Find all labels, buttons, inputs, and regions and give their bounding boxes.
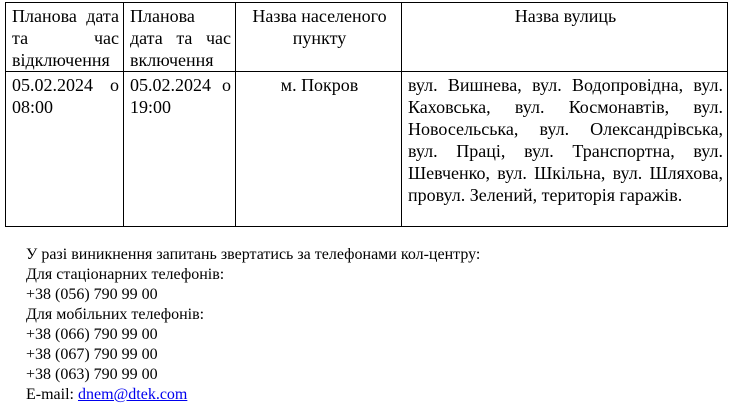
- landline-label: Для стаціонарних телефонів:: [26, 266, 225, 283]
- cell-on-time: 05.02.2024 о 19:00: [124, 72, 236, 227]
- mobile-phone: +38 (067) 790 99 00: [26, 346, 158, 363]
- outage-schedule-table: [5, 2, 728, 227]
- cell-settlement: м. Покров: [236, 72, 402, 227]
- email-label: E-mail:: [26, 386, 74, 403]
- header-settlement: Назва населеного пункту: [236, 3, 402, 72]
- mobile-phone: +38 (066) 790 99 00: [26, 326, 158, 343]
- email-line: [26, 385, 480, 405]
- header-streets: Назва вулиць: [402, 3, 728, 72]
- contacts-intro: У разі виникнення запитань звертатись за телефонами кол-центру:: [26, 246, 481, 263]
- landline-phone: +38 (056) 790 99 00: [26, 286, 158, 303]
- cell-off-time: 05.02.2024 о 08:00: [6, 72, 124, 227]
- table-row: [6, 72, 728, 227]
- cell-streets: вул. Вишнева, вул. Водопровідна, вул. Каховська, вул. Космонавтів, вул. Новосельська, вул. Олександрівська, вул. Праці, вул. Транспортна, вул. Шевченко, вул. Шкільна, вул. Шляхова, провул. Зелений, територія гаражів.: [402, 72, 728, 227]
- header-off-time: Планова дата та час відключення: [6, 3, 124, 72]
- email-link[interactable]: dnem@dtek.com: [77, 386, 188, 403]
- header-on-time: Планова дата та час включення: [124, 3, 236, 72]
- mobile-label: Для мобільних телефонів:: [26, 306, 205, 323]
- mobile-phone: +38 (063) 790 99 00: [26, 366, 158, 383]
- table-header-row: [6, 3, 728, 72]
- contact-info: [26, 245, 480, 405]
